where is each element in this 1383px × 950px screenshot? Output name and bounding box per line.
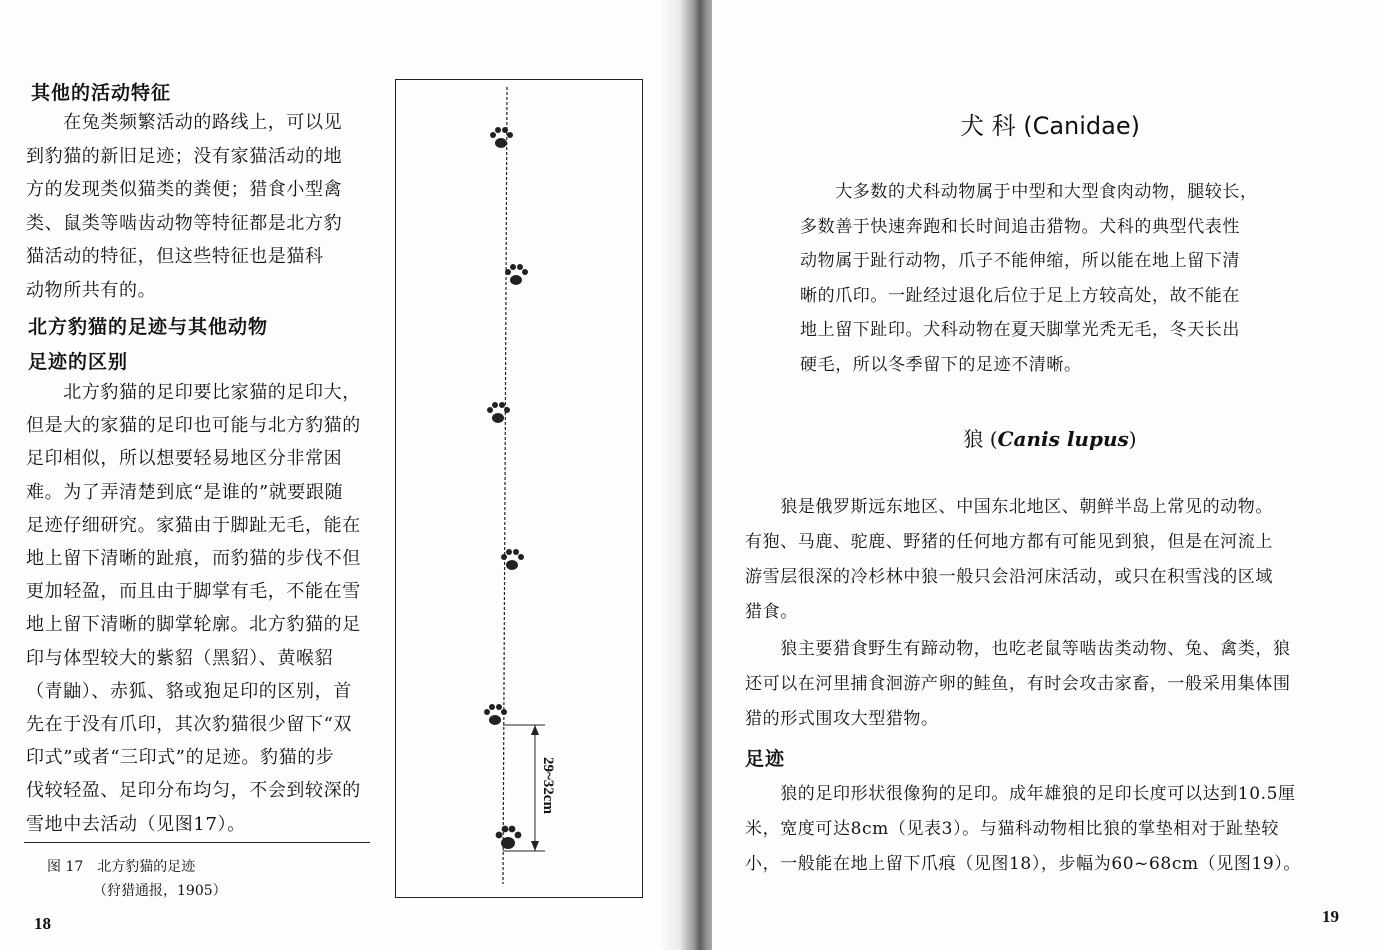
text-line: 狼主要猎食野生有蹄动物，也吃老鼠等啮齿类动物、兔、禽类，狼	[745, 639, 1291, 659]
text-line: 北方豹猫的足印要比家猫的足印大，	[26, 382, 361, 403]
species-name: 狼	[963, 427, 984, 451]
text-line: 有狍、马鹿、驼鹿、野猪的任何地方都有可能见到狼，但是在河流上	[745, 532, 1273, 552]
text-line: 猎食。	[745, 602, 798, 622]
text-line: 难。为了弄清楚到底“是谁的”就要跟随	[26, 481, 344, 503]
figure-caption-source: （狩猎通报，1905）	[93, 883, 227, 899]
text-line: 先在于没有爪印，其次豹猫很少留下“双	[26, 714, 353, 735]
text-line: 猫活动的特征，但这些特征也是猫科	[26, 246, 324, 267]
caption-rule	[24, 842, 370, 843]
text-line: 在兔类频繁活动的路线上，可以见	[26, 112, 343, 133]
paw-print-icon	[505, 264, 528, 285]
text-line: 雪地中去活动（见图17）。	[26, 813, 246, 835]
text-line: 伐较轻盈、足印分布均匀，不会到较深的	[26, 780, 361, 802]
track-centerline	[503, 87, 507, 884]
text-line: 足印相似，所以想要轻易地区分非常困	[26, 448, 343, 470]
text-line: 类、鼠类等啮齿动物等特征都是北方豹	[26, 212, 343, 234]
text-line: 方的发现类似猫类的粪便；猎食小型禽	[26, 179, 343, 200]
page-number-left: 18	[34, 914, 51, 933]
text-line: 猎的形式围攻大型猎物。	[745, 709, 939, 729]
text-line: 游雪层很深的冷杉林中狼一般只会沿河床活动，或只在积雪浅的区域	[745, 567, 1273, 587]
text-line: 动物属于趾行动物，爪子不能伸缩，所以能在地上留下清	[800, 251, 1240, 271]
text-line: （青鼬）、赤狐、貉或狍足印的区别，首	[26, 680, 352, 702]
family-title: 犬 科 (Canidae)	[959, 112, 1141, 140]
text-line: 印与体型较大的紫貂（黑貂）、黄喉貂	[26, 647, 334, 669]
text-line: 到豹猫的新旧足迹；没有家猫活动的地	[26, 145, 343, 167]
heading-footprint-difference-line1: 北方豹猫的足迹与其他动物	[28, 316, 269, 338]
heading-footprint-difference-line2: 足迹的区别	[28, 351, 129, 373]
text-line: 但是大的家猫的足印也可能与北方豹猫的	[26, 415, 361, 437]
text-line: 地上留下清晰的趾痕，而豹猫的步伐不但	[26, 548, 361, 569]
text-line: 还可以在河里捕食洄游产卵的鲑鱼，有时会攻击家畜，一般采用集体围	[745, 674, 1291, 694]
text-line: 印式”或者“三印式”的足迹。豹猫的步	[26, 747, 335, 769]
species-latin-name: Canis lupus	[997, 427, 1129, 451]
text-line: 晰的爪印。一趾经过退化后位于足上方较高处，故不能在	[800, 285, 1240, 306]
paw-print-icon	[487, 402, 510, 423]
measure-arrow-down-icon	[531, 841, 539, 851]
text-line: 狼的足印形状很像狗的足印。成年雄狼的足印长度可以达到10.5厘	[745, 784, 1296, 804]
heading-other-activity: 其他的活动特征	[31, 82, 172, 104]
text-line: 足迹仔细研究。家猫由于脚趾无毛，能在	[26, 514, 361, 536]
text-line: 狼是俄罗斯远东地区、中国东北地区、朝鲜半岛上常见的动物。	[745, 497, 1273, 517]
text-line: 硬毛，所以冬季留下的足迹不清晰。	[800, 354, 1082, 375]
heading-tracks: 足迹	[745, 748, 786, 770]
text-line: 多数善于快速奔跑和长时间追击猎物。犬科的典型代表性	[800, 216, 1240, 237]
page-number-right: 19	[1322, 907, 1339, 926]
measure-arrow-up-icon	[531, 725, 539, 735]
text-line: 地上留下趾印。犬科动物在夏天脚掌光秃无毛，冬天长出	[800, 320, 1240, 340]
text-line: 小，一般能在地上留下爪痕（见图18），步幅为60~68cm（见图19）。	[745, 854, 1302, 874]
text-line: 动物所共有的。	[26, 279, 157, 301]
left-page	[0, 0, 690, 950]
text-line: 大多数的犬科动物属于中型和大型食肉动物，腿较长，	[800, 182, 1258, 202]
text-line: 米，宽度可达8cm（见表3）。与猫科动物相比狼的掌垫相对于趾垫较	[745, 819, 1279, 839]
paw-print-icon	[496, 826, 522, 849]
text-line: 更加轻盈，而且由于脚掌有毛，不能在雪	[26, 581, 361, 603]
paw-print-icon	[490, 127, 513, 148]
species-heading: 狼 (Canis lupus)	[963, 427, 1137, 451]
right-page	[712, 0, 1383, 950]
measure-label: 29~32cm	[540, 757, 556, 814]
figure-17-footprints	[395, 79, 645, 899]
text-line: 地上留下清晰的脚掌轮廓。北方豹猫的足	[26, 614, 361, 636]
figure-caption-title: 图 17 北方豹猫的足迹	[47, 859, 196, 875]
